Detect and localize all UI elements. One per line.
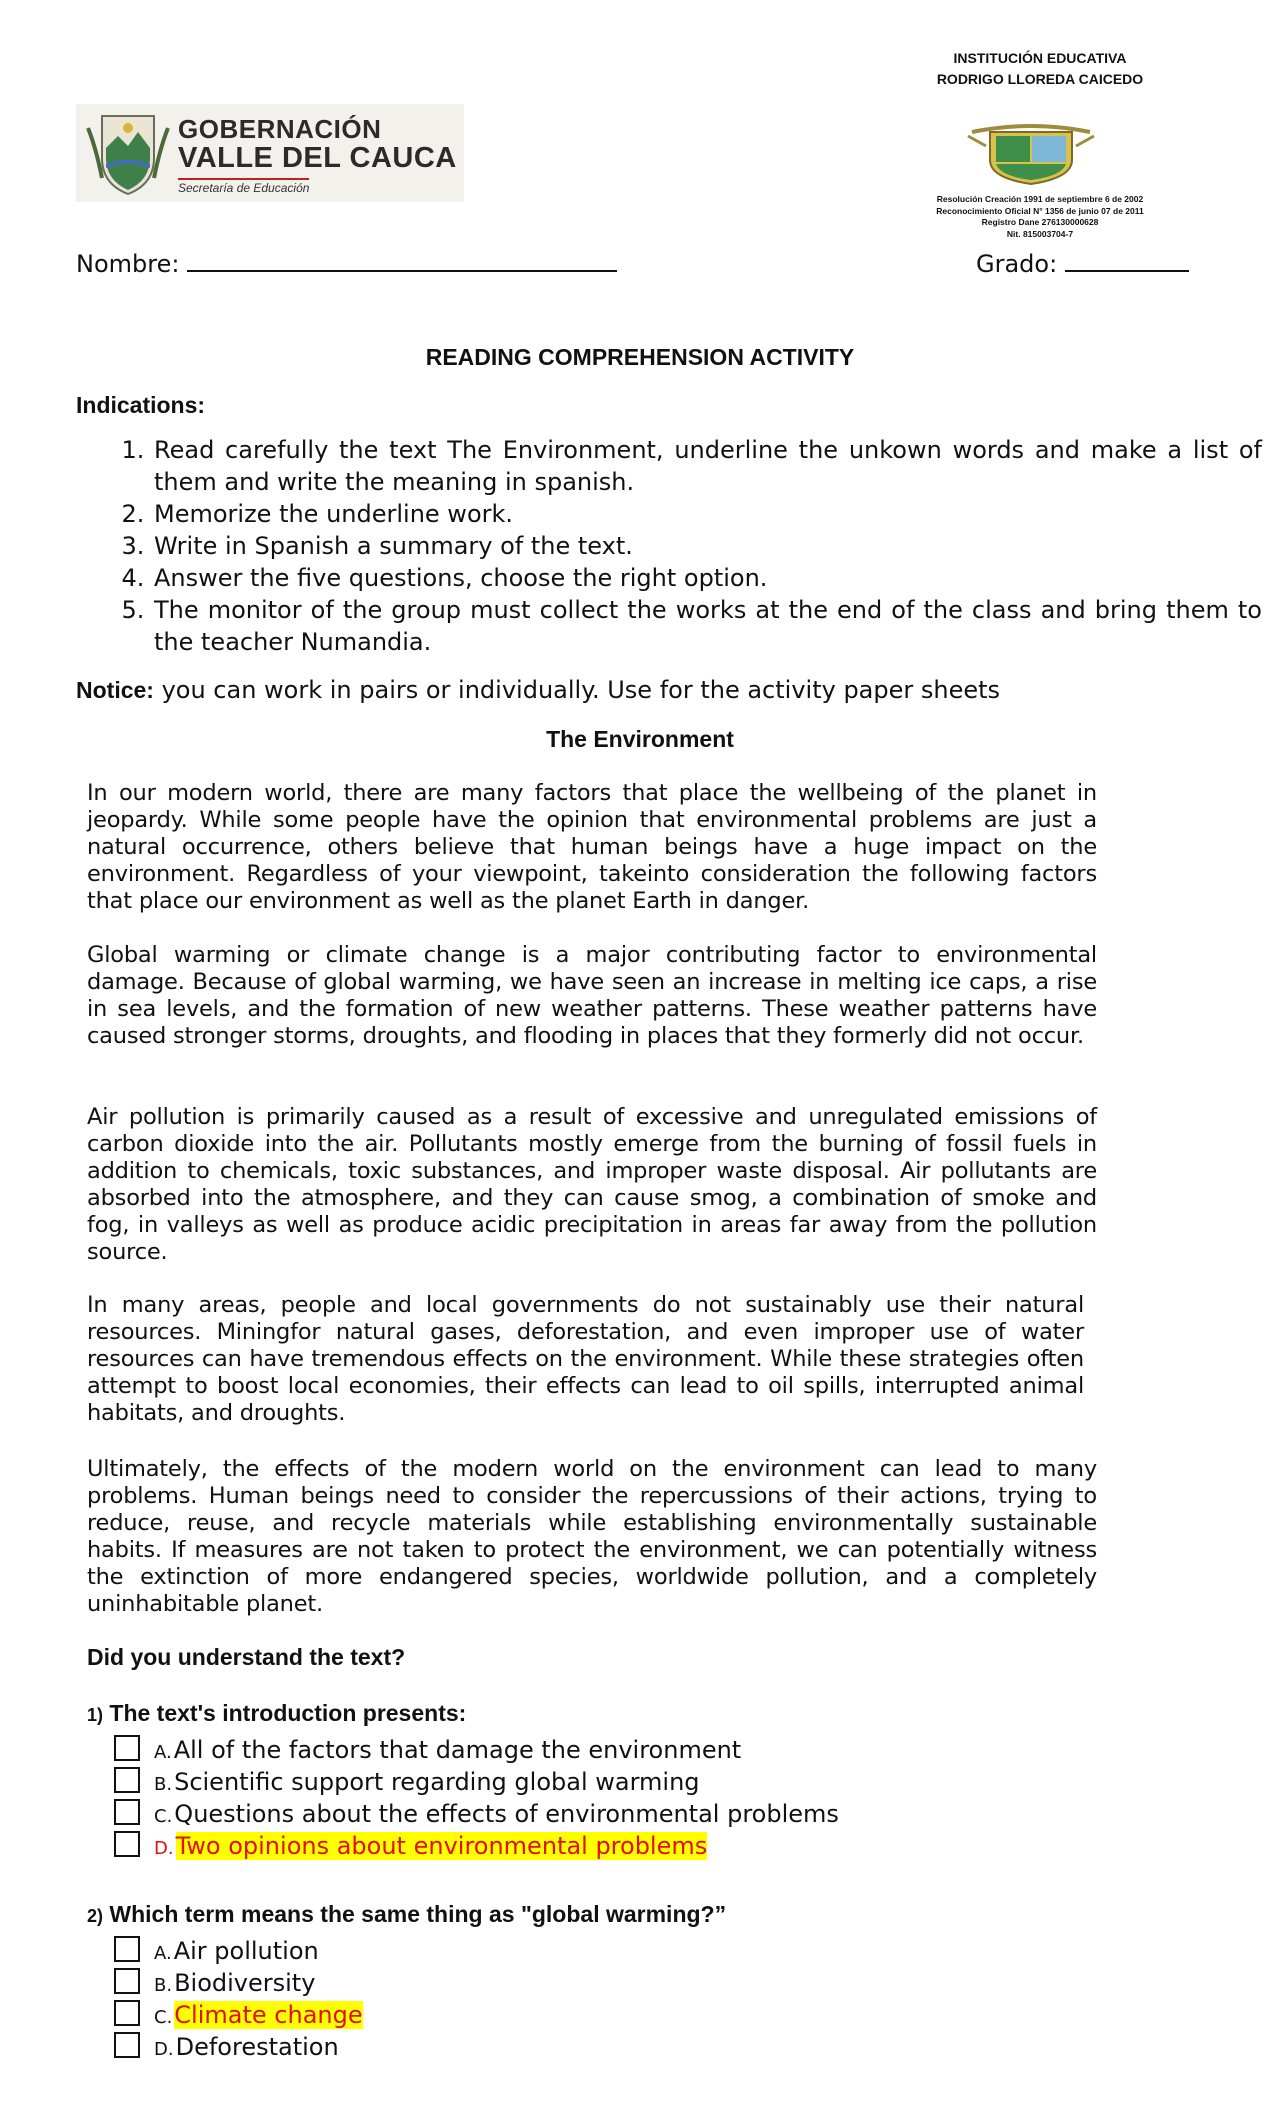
option-c-answer[interactable] <box>114 1999 363 2031</box>
quiz-heading: Did you understand the text? <box>87 1644 406 1670</box>
notice-label: Notice: <box>76 677 154 703</box>
checkbox-icon[interactable] <box>114 1936 140 1962</box>
gobernacion-logo <box>76 104 464 202</box>
question-1 <box>87 1700 466 1727</box>
indication-item: 3. Write in Spanish a summary of the text. <box>152 530 1262 562</box>
question-number: 1) <box>87 1705 104 1725</box>
passage-paragraph: In many areas, people and local governments do not sustainably use their natural resources. Miningfor natural gases, deforestation, and even improper use of water resources can have tremendous effects on the environment. While these strategies often attempt to boost local economies, their effects can lead to oil spills, interrupted animal habitats, and droughts. <box>87 1292 1084 1426</box>
highlighted-answer-text: Climate change <box>174 2001 363 2029</box>
option-letter: C. <box>154 2007 173 2028</box>
checkbox-icon[interactable] <box>114 2032 140 2058</box>
checkbox-icon[interactable] <box>114 1831 140 1857</box>
option-letter: D. <box>154 1838 174 1859</box>
grade-blank-line[interactable] <box>1065 244 1189 272</box>
passage-paragraph: Global warming or climate change is a major contributing factor to environmental damage. Because of global warming, we have seen an increase in melting ice caps, a rise in sea levels, and the formation of new weather patterns. These weather patterns have caused stronger storms, droughts, and flooding in places that they formerly did not occur. <box>87 942 1097 1049</box>
option-b[interactable] <box>114 1766 839 1798</box>
name-field[interactable] <box>76 244 617 278</box>
option-text: Deforestation <box>175 2033 339 2061</box>
resolution-line: Resolución Creación 1991 de septiembre 6 de 2002 <box>936 194 1144 204</box>
notice <box>76 676 1000 704</box>
question-1-options <box>114 1734 839 1862</box>
passage-paragraph: Air pollution is primarily caused as a result of excessive and unregulated emissions of carbon dioxide into the air. Pollutants mostly emerge from the burning of fossil fuels in addition to chemicals, toxic substances, and improper waste disposal. Air pollutants are absorbed into the atmosphere, and they can cause smog, a combination of smoke and fog, in valleys as well as produce acidic precipitation in areas far away from the pollution source. <box>87 1104 1097 1265</box>
institution-name <box>890 48 1190 90</box>
checkbox-icon[interactable] <box>114 1767 140 1793</box>
institution-line2: RODRIGO LLOREDA CAICEDO <box>936 71 1144 87</box>
option-letter: A. <box>154 1943 172 1964</box>
option-a[interactable] <box>114 1935 363 1967</box>
option-letter: B. <box>154 1774 173 1795</box>
option-text: Questions about the effects of environmental problems <box>174 1800 839 1828</box>
resolution-info <box>890 194 1190 240</box>
passage-paragraph: In our modern world, there are many factors that place the wellbeing of the planet in jeopardy. While some people have the opinion that environmental problems are just a natural occurrence, others believe that human beings have a huge impact on the environment. Regardless of your viewpoint, takeinto consideration the following factors that place our environment as well as the planet Earth in danger. <box>87 780 1097 914</box>
checkbox-icon[interactable] <box>114 1968 140 1994</box>
resolution-line: Registro Dane 276130000628 <box>981 217 1099 227</box>
option-letter: C. <box>154 1806 173 1827</box>
logo-subtitle: Secretaría de Educación <box>178 178 309 195</box>
logo-title-line2: VALLE DEL CAUCA <box>178 142 457 174</box>
notice-text: you can work in pairs or individually. Use for the activity paper sheets <box>153 676 1001 704</box>
option-letter: A. <box>154 1742 172 1763</box>
indication-item: 1. Read carefully the text The Environment, underline the unkown words and make a list of them and write the meaning in spanish. <box>152 434 1262 498</box>
question-text: The text's introduction presents: <box>109 1700 467 1726</box>
option-letter: B. <box>154 1975 173 1996</box>
option-letter: D. <box>154 2039 174 2060</box>
option-d[interactable] <box>114 2031 363 2063</box>
indication-item: 4. Answer the five questions, choose the right option. <box>152 562 1262 594</box>
resolution-line: Nit. 815003704-7 <box>1006 228 1074 239</box>
indications-list <box>102 434 1262 658</box>
option-c[interactable] <box>114 1798 839 1830</box>
indication-item: 5. The monitor of the group must collect the works at the end of the class and bring them to the teacher Numandia. <box>152 594 1262 658</box>
activity-title: READING COMPREHENSION ACTIVITY <box>425 344 855 370</box>
option-b[interactable] <box>114 1967 363 1999</box>
question-text: Which term means the same thing as "global warming?” <box>109 1901 727 1927</box>
highlighted-answer-text: Two opinions about environmental problems <box>175 1832 708 1860</box>
option-text: Air pollution <box>173 1937 319 1965</box>
option-d-answer[interactable] <box>114 1830 839 1862</box>
passage-title: The Environment <box>546 726 734 752</box>
name-blank-line[interactable] <box>187 244 617 272</box>
resolution-line: Reconocimiento Oficial N° 1356 de junio 07 de 2011 <box>936 205 1144 216</box>
checkbox-icon[interactable] <box>114 1735 140 1761</box>
checkbox-icon[interactable] <box>114 2000 140 2026</box>
option-a[interactable] <box>114 1734 839 1766</box>
question-2 <box>87 1901 726 1928</box>
question-2-options <box>114 1935 363 2063</box>
passage-paragraph: Ultimately, the effects of the modern world on the environment can lead to many problems. Human beings need to consider the repercussions of their actions, trying to reduce, reuse, and recycle materials while establishing environmentally sustainable habits. If measures are not taken to protect the environment, we can potentially witness the extinction of more endangered species, worldwide pollution, and a completely uninhabitable planet. <box>87 1456 1097 1617</box>
institution-line1: INSTITUCIÓN EDUCATIVA <box>953 50 1127 66</box>
logo-title-line1: GOBERNACIÓN <box>178 114 382 144</box>
option-text: Scientific support regarding global warming <box>174 1768 700 1796</box>
coat-of-arms-icon <box>82 108 174 198</box>
name-label: Nombre: <box>76 250 180 278</box>
indications-label: Indications: <box>76 392 206 418</box>
grade-field[interactable] <box>976 244 1189 278</box>
school-seal-icon <box>966 122 1096 186</box>
indication-item: 2. Memorize the underline work. <box>152 498 1262 530</box>
grade-label: Grado: <box>976 250 1058 278</box>
question-number: 2) <box>87 1906 104 1926</box>
checkbox-icon[interactable] <box>114 1799 140 1825</box>
option-text: Biodiversity <box>174 1969 316 1997</box>
option-text: All of the factors that damage the environment <box>173 1736 742 1764</box>
